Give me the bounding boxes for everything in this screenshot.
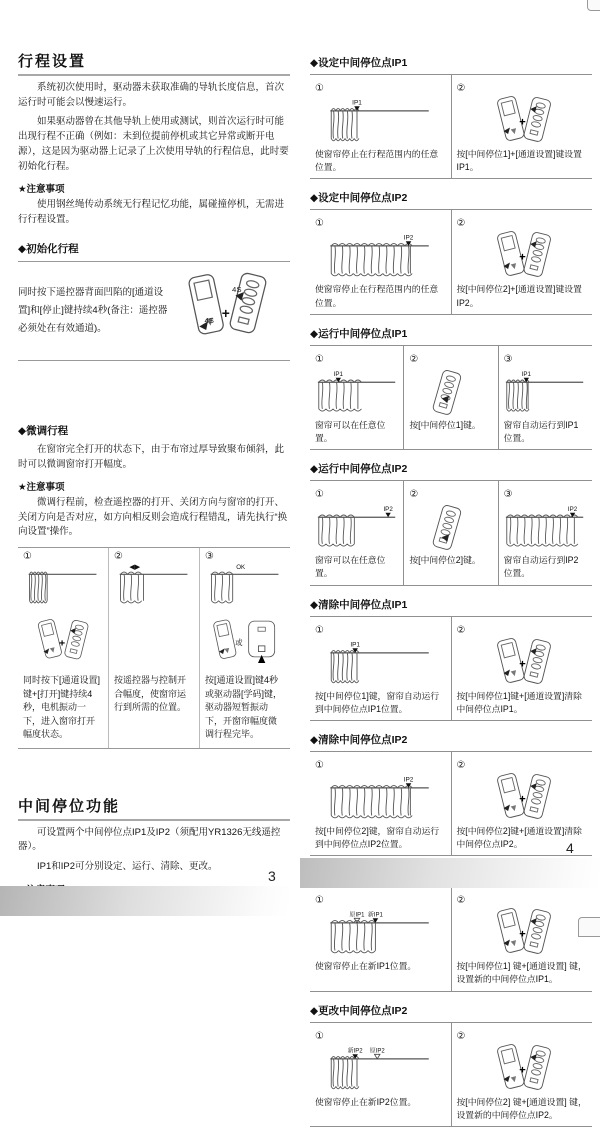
ip-old-label: 原IP1	[349, 912, 365, 919]
init-travel-block	[18, 261, 290, 361]
step-caption: 窗帘自动运行到IP1位置。	[503, 419, 579, 443]
step-number: ②	[456, 895, 466, 907]
step-caption: 按[通道设置]键4秒或驱动器[学码]键，驱动器短暂振动下，开窗帘幅度微调行程完毕。	[205, 675, 283, 739]
tune-note-label: ★注意事项	[18, 482, 65, 494]
step-caption: 按[中间停位2]键+[通道设置]清除中间停位点IP2。	[456, 825, 582, 850]
step-caption: 使窗帘停止在行程范围内的任意位置。	[315, 149, 439, 173]
remotes-pair-figure	[476, 231, 568, 281]
ip-label: IP1	[352, 99, 363, 107]
tune-note-text: 微调行程前，检查遥控器的打开、关闭方向与窗帘的打开、关闭方向是否对应，如方向相反则会造成行程错乱，请先执行“换向设置”操作。	[18, 497, 288, 537]
plus-sign: +	[518, 252, 526, 265]
curtain-figure	[317, 369, 397, 415]
step-number: ①	[315, 624, 324, 636]
page-footer-bar-left	[0, 886, 289, 916]
curtain-figure	[319, 910, 441, 956]
section-clear-ip2	[310, 732, 592, 856]
step-panel-2	[108, 548, 199, 748]
curtain-figure	[206, 562, 284, 606]
remote-single-figure	[421, 502, 481, 552]
ip-label: IP2	[568, 506, 578, 514]
section-set-ip2	[310, 190, 592, 314]
section-heading: ◆清除中间停位点IP1	[310, 598, 408, 611]
step-caption: 按[中间停位1] 键+[通道设置] 键，设置新的中间停位点IP1。	[456, 961, 587, 985]
remotes-pair-figure	[476, 1044, 568, 1094]
step-table	[310, 751, 592, 856]
remotes-init-figure	[170, 268, 282, 354]
step-caption: 同时按下[通道设置]键+[打开]键持续4秒，电机振动一下，进入窗帘打开幅度状态。	[23, 675, 101, 739]
step-cell	[451, 75, 593, 178]
step-cell	[310, 346, 403, 449]
page-number-right: 4	[566, 840, 574, 856]
plus-sign: +	[518, 1064, 526, 1077]
midstop-paragraph-2: IP1和IP2可分别设定、运行、清除、更改。	[37, 860, 218, 872]
travel-note-label: ★注意事项	[18, 184, 65, 196]
plus-sign: +	[518, 928, 526, 941]
travel-note-text: 使用钢丝绳传动系统无行程记忆功能，属碰撞停机，无需进行行程设置。	[18, 199, 285, 225]
section-run-ip2	[310, 461, 592, 585]
page-number-left: 3	[268, 868, 276, 884]
step-table	[310, 886, 592, 991]
step-caption: 按[中间停位1]键，窗帘自动运行到中间停位点IP1位置。	[315, 690, 440, 714]
step-caption: 窗帘可以在任意位置。	[315, 555, 386, 579]
step-caption: 使窗帘停止在新IP2位置。	[315, 1096, 417, 1107]
curtain-figure	[317, 504, 397, 550]
step-cell	[498, 346, 592, 449]
tune-paragraph: 在窗帘完全打开的状态下，由于布帘过厚导致聚布倾斜，此时可以微调窗帘打开幅度。	[18, 443, 285, 470]
plus-sign: +	[221, 305, 230, 321]
step-caption: 按[中间停位2]键。	[409, 555, 481, 566]
step-cell	[310, 887, 451, 990]
step-number: ③	[503, 489, 513, 501]
step-number: ①	[315, 759, 324, 771]
or-label: 或	[235, 638, 243, 648]
step-caption: 使窗帘停止在新IP1位置。	[315, 961, 417, 972]
remotes-pair-figure	[476, 773, 568, 823]
section-heading: ◆运行中间停位点IP1	[310, 327, 408, 340]
init-travel-figure	[170, 268, 290, 354]
remotes-pair-figure	[24, 612, 102, 670]
step-cell	[310, 210, 451, 313]
ip-label: IP1	[521, 370, 532, 378]
section-title-mid-stop: 中间停位功能	[18, 795, 290, 821]
step-number: ③	[205, 551, 214, 562]
ip-new-label: 新IP1	[368, 912, 384, 919]
curtain-figure	[505, 369, 585, 415]
remote-single-figure	[421, 367, 481, 417]
step-number: ③	[503, 353, 513, 365]
step-number: ②	[456, 218, 466, 230]
heading-init-travel: ◆初始化行程	[18, 242, 79, 255]
step-number: ①	[315, 83, 324, 94]
step-panel-3	[199, 548, 290, 748]
page-4	[310, 0, 592, 1127]
step-number: ①	[315, 489, 324, 501]
plus-sign: +	[518, 116, 526, 129]
curtain-figure	[115, 562, 193, 606]
section-heading: ◆设定中间停位点IP1	[310, 57, 408, 69]
step-cell	[403, 346, 497, 449]
step-cell	[451, 617, 593, 720]
step-cell	[451, 1023, 593, 1126]
step-cell	[310, 481, 403, 584]
section-title-travel-setting: 行程设置	[18, 50, 290, 76]
step-table	[310, 616, 592, 721]
step-cell	[310, 1023, 451, 1126]
curtain-figure	[505, 504, 585, 550]
step-cell	[451, 210, 593, 313]
ip-new-label: 新IP2	[347, 1048, 363, 1055]
step-caption: 按[中间停位1]键+[通道设置]清除中间停位点IP1。	[456, 690, 582, 714]
curtain-figure	[319, 775, 441, 821]
section-clear-ip1	[310, 597, 592, 721]
step-table	[310, 480, 592, 585]
plus-sign: +	[58, 637, 66, 650]
step-number: ②	[456, 1030, 466, 1042]
step-cell	[310, 617, 451, 720]
step-table	[310, 74, 592, 179]
step-cell	[310, 752, 451, 855]
step-number: ①	[315, 353, 324, 365]
step-cell	[451, 887, 593, 990]
step-table	[310, 209, 592, 314]
step-caption: 按[中间停位2]键，窗帘自动运行到中间停位点IP2位置。	[315, 825, 440, 850]
corner-fragment-top-right	[587, 0, 600, 11]
step-panel-1	[18, 548, 108, 748]
curtain-figure	[319, 1046, 441, 1092]
step-caption: 窗帘自动运行到IP2位置。	[503, 555, 579, 579]
step-number: ②	[409, 489, 419, 501]
remote-or-motor-figure	[206, 612, 284, 670]
section-set-ip1	[310, 55, 592, 179]
remotes-pair-figure	[476, 638, 568, 688]
init-travel-text: 同时按下遥控器背面凹陷的[通道设置]和[停止]键持续4秒(备注：遥控器必须处在有效通道)。	[18, 286, 168, 334]
ip-label: IP2	[403, 234, 414, 242]
step-number: ②	[456, 759, 466, 771]
step-number: ①	[315, 895, 324, 907]
ok-label: OK	[236, 564, 246, 572]
section-run-ip1	[310, 326, 592, 450]
step-cell	[498, 481, 592, 584]
step-caption: 按[中间停位1]键。	[409, 419, 481, 430]
ip-label: IP2	[383, 506, 393, 514]
plus-sign: +	[518, 793, 526, 806]
step-table	[310, 345, 592, 450]
blank-gap	[18, 361, 290, 409]
page-footer-bar-right	[300, 858, 600, 888]
step-number: ①	[315, 1030, 324, 1042]
step-caption: 窗帘可以在任意位置。	[315, 419, 386, 443]
step-caption: 使窗帘停止在行程范围内的任意位置。	[315, 284, 439, 308]
step-number: ②	[456, 624, 466, 636]
step-number: ①	[315, 218, 324, 230]
curtain-figure	[24, 562, 102, 606]
step-cell	[310, 75, 451, 178]
heading-fine-tune: ◆微调行程	[18, 424, 69, 437]
ip-label: IP1	[350, 640, 361, 648]
label-4s-front: 4S	[204, 315, 214, 325]
step-number: ②	[456, 83, 466, 94]
section-change-ip2	[310, 1003, 592, 1127]
ip-label: IP1	[333, 370, 343, 378]
section-heading: ◆设定中间停位点IP2	[310, 192, 408, 205]
step-number: ②	[409, 353, 419, 365]
step-caption: 按[中间停位2]+[通道设置]键设置IP2。	[456, 284, 582, 308]
step-table	[310, 1022, 592, 1127]
step-caption: 按[中间停位1]+[通道设置]键设置IP1。	[456, 149, 582, 173]
midstop-paragraph-1: 可设置两个中间停位点IP1及IP2（须配用YR1326无线遥控器）。	[18, 826, 281, 853]
section-heading: ◆运行中间停位点IP2	[310, 463, 408, 476]
ip-old-label: 原IP2	[370, 1048, 385, 1055]
step-caption: 按[中间停位2] 键+[通道设置] 键，设置新的中间停位点IP2。	[456, 1096, 587, 1120]
arrows-label: ◀▶	[129, 564, 141, 572]
remotes-pair-figure	[476, 96, 568, 146]
curtain-figure	[319, 640, 441, 686]
ip-label: IP2	[403, 776, 414, 784]
curtain-figure	[319, 233, 441, 279]
label-4s-back: 4S	[232, 284, 242, 294]
step-cell	[403, 481, 497, 584]
fine-tune-steps-figure	[18, 547, 290, 749]
step-number: ①	[23, 551, 32, 562]
step-caption: 按遥控器与控制开合幅度，使窗帘运行到所需的位置。	[114, 675, 187, 712]
corner-fragment-bottom-right	[578, 917, 600, 937]
section-heading: ◆清除中间停位点IP2	[310, 733, 408, 746]
page-3	[18, 0, 290, 913]
remotes-pair-figure	[476, 908, 568, 958]
section-heading: ◆更改中间停位点IP2	[310, 1004, 408, 1017]
travel-paragraph-2: 如果驱动器曾在其他导轨上使用或测试，则首次运行时可能出现行程不正确（例如：未到位提前停机或其它异常或断开电源），这是因为驱动器上记录了上次使用导轨的行程信息，此时要初始化行程。	[18, 116, 289, 172]
travel-paragraph-1: 系统初次使用时，驱动器未获取准确的导轨长度信息，首次运行时可能会以慢速运行。	[18, 82, 285, 108]
plus-sign: +	[518, 658, 526, 671]
step-number: ②	[114, 551, 123, 562]
curtain-figure	[319, 98, 441, 144]
